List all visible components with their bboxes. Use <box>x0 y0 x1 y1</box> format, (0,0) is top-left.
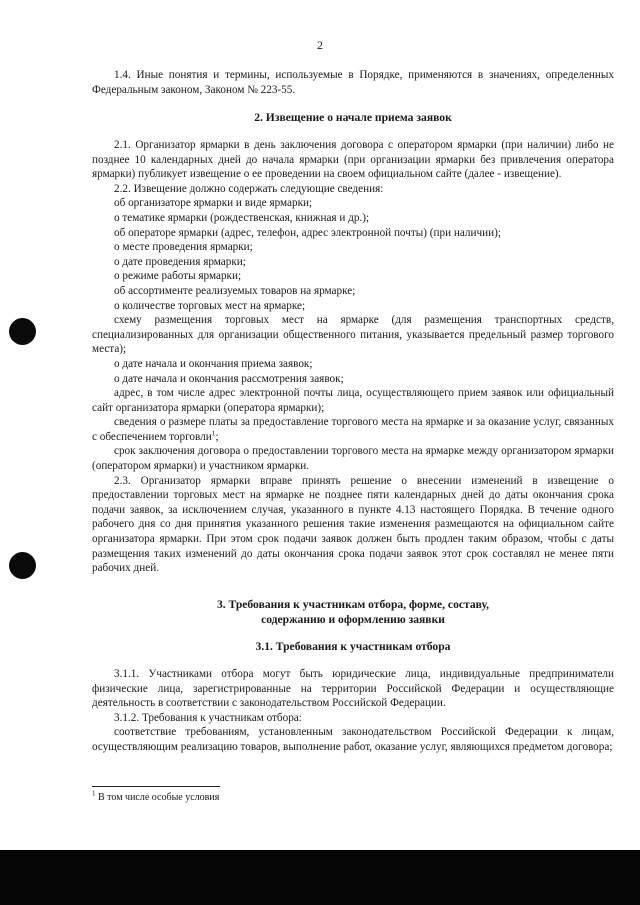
heading-section-3 <box>92 598 614 627</box>
section-1-4 <box>92 68 614 97</box>
punch-hole-lower <box>9 552 36 579</box>
fee-text: сведения о размере платы за предоставление торгового места на ярмарке и за оказание услуг, связанных с обеспечением торговли <box>92 416 614 443</box>
list-item-schema: схему размещения торговых мест на ярмарке (для размещения транспортных средств, специализированных для организации общественного питания, указывается предельный размер торгового места); <box>92 314 614 356</box>
section-2-body <box>92 138 614 576</box>
list-item-dates-accept: о дате начала и окончания приема заявок; <box>114 357 313 370</box>
footnote-text: В том числе особые условия <box>95 792 220 803</box>
heading-section-3-1: 3.1. Требования к участникам отбора <box>255 640 451 653</box>
list-item-address: адрес, в том числе адрес электронной почты лица, осуществляющего прием заявок или официальный сайт организатора ярмарки (оператора ярмарки); <box>92 387 614 414</box>
footnote <box>92 789 220 804</box>
list-item: о месте проведения ярмарки; <box>114 241 253 254</box>
footnote-mark: 1 <box>92 789 96 798</box>
list-item-term: срок заключения договора о предоставлении торгового места на ярмарке между организатором ярмарки (оператором ярмарки) и участником ярмарки. <box>92 445 614 473</box>
fee-text-end: ; <box>215 430 219 443</box>
paragraph-2-2: 2.2. Извещение должно содержать следующие сведения: <box>114 182 384 195</box>
list-item: о количестве торговых мест на ярмарке; <box>114 299 306 312</box>
list-item: об организаторе ярмарки и виде ярмарки; <box>114 197 313 210</box>
scan-bottom-edge <box>0 850 640 905</box>
paragraph-2-1: 2.1. Организатор ярмарки в день заключения договора с оператором ярмарки (при наличии) либо не позднее 10 календарных дней до начала ярмарки (при организации ярмарки без привлечения оператора ярмарки) публикует извещение о ее проведении на своем официальном сайте (далее - извещение). <box>92 139 614 181</box>
list-item: о тематике ярмарки (рождественская, книжная и др.); <box>114 211 370 224</box>
heading-section-3-line2: содержанию и оформлению заявки <box>261 612 445 626</box>
section-3-1-body <box>92 667 614 755</box>
list-item-fee <box>92 415 614 444</box>
paragraph-3-1-2-a: соответствие требованиям, установленным законодательством Российской Федерации к лицам, осуществляющим реализацию товаров, выполнение работ, оказание услуг, являющихся предметом договора; <box>92 726 614 753</box>
paragraph-2-3: 2.3. Организатор ярмарки вправе принять решение о внесении изменений в извещение о предоставлении торговых мест на ярмарке не позднее пяти календарных дней до даты окончания срока подачи заявок, за исключением случая, указанного в пункте 4.13 настоящего Порядка. В течение одного рабочего дня со дня принятия указанного решения такие изменения размещаются на официальном сайте организатора ярмарки. При этом срок подачи заявок должен быть продлен таким образом, чтобы с даты размещения таких изменений до даты окончания срока подачи заявок этот срок составлял не менее пяти рабочих дней. <box>92 474 614 575</box>
footnote-separator <box>92 786 220 787</box>
list-item: о дате проведения ярмарки; <box>114 255 246 268</box>
list-item-dates-review: о дате начала и окончания рассмотрения заявок; <box>114 372 344 385</box>
paragraph-3-1-2: 3.1.2. Требования к участникам отбора: <box>114 711 302 724</box>
heading-section-3-line1: 3. Требования к участникам отбора, форме, составу, <box>216 598 490 611</box>
list-item: о режиме работы ярмарки; <box>114 270 242 283</box>
page-number: 2 <box>317 38 323 52</box>
punch-hole-upper <box>9 318 36 345</box>
heading-section-2: 2. Извещение о начале приема заявок <box>254 111 452 124</box>
footnote-reference: 1 <box>211 428 216 438</box>
list-item: об ассортименте реализуемых товаров на ярмарке; <box>114 284 356 297</box>
paragraph-3-1-1: 3.1.1. Участниками отбора могут быть юридические лица, индивидуальные предприниматели физические лица, зарегистрированные на территории Российской Федерации и осуществляющие деятельность в соответствии с законодательством Российской Федерации. <box>92 668 614 710</box>
list-item: об операторе ярмарки (адрес, телефон, адрес электронной почты) (при наличии); <box>114 226 501 239</box>
paragraph-1-4: 1.4. Иные понятия и термины, используемые в Порядке, применяются в значениях, определенных Федеральным законом, Законом № 223-55. <box>92 69 614 96</box>
